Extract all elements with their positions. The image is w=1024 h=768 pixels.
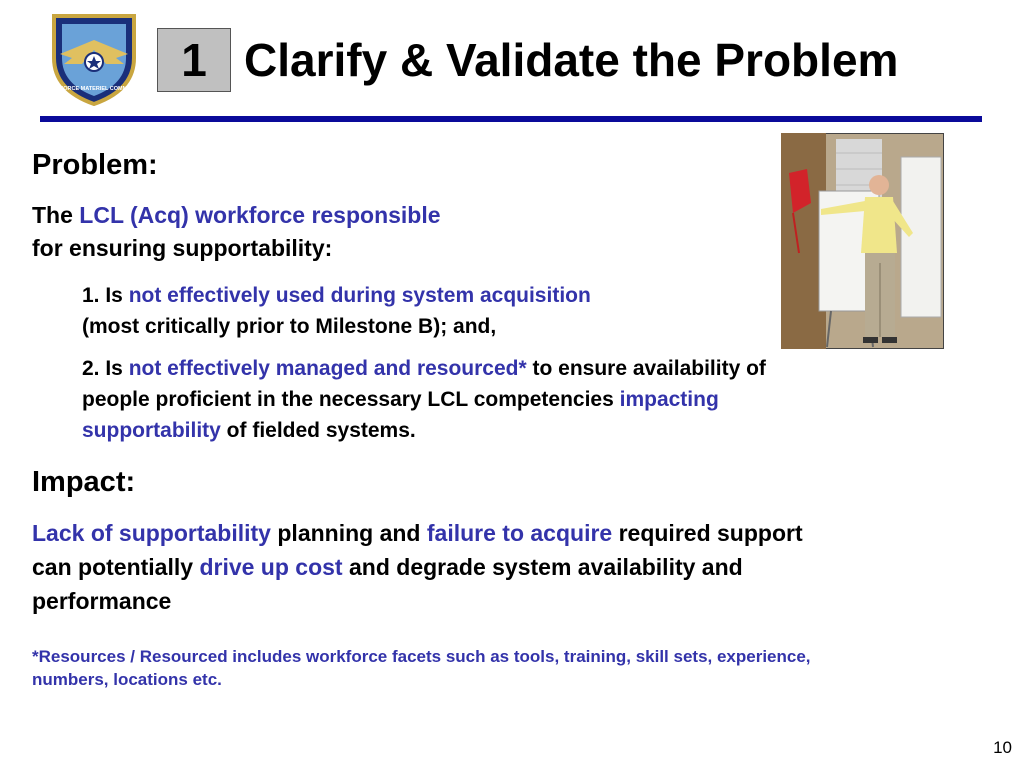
problem-item-2-line-3 [82,415,416,446]
problem-line-1-highlight: LCL (Acq) workforce responsible [79,202,441,228]
problem-line-1-prefix: The [32,202,80,228]
impact-highlight-2: failure to acquire [426,520,613,546]
page-number: 10 [993,738,1012,757]
impact-text-2: required support [612,520,803,546]
item-1-number: 1. Is [82,284,129,307]
problem-item-1-line-2: (most critically prior to Milestone B); and, [82,315,497,338]
problem-item-1-line-1 [82,280,591,311]
afmc-shield-logo [42,10,146,106]
problem-heading: Problem: [32,149,158,181]
footnote-line-2: numbers, locations etc. [32,670,222,689]
logo-text: AIR FORCE MATERIEL COMMAND [48,86,140,92]
item-2-number: 2. Is [82,357,129,380]
item-2-highlight-2: impacting [619,388,719,411]
item-2-text-3: of fielded systems. [220,419,416,442]
item-1-highlight: not effectively used during system acquisition [128,284,591,307]
impact-text-4: and degrade system availability and [342,554,743,580]
impact-text-1: planning and [270,520,427,546]
item-2-highlight: not effectively managed and resourced* [128,357,527,380]
impact-heading: Impact: [32,466,136,498]
impact-line-1 [32,516,803,550]
footnote-line-1: *Resources / Resourced includes workforce facets such as tools, training, skill sets, experience, [32,647,811,666]
item-2-text: to ensure availability of [526,357,766,380]
problem-line-1 [32,199,441,231]
item-2-highlight-3: supportability [82,419,221,442]
title-divider [40,116,982,122]
impact-line-3: performance [32,588,172,614]
problem-item-2-line-1 [82,353,766,384]
impact-highlight-3: drive up cost [199,554,343,580]
impact-highlight-1: Lack of supportability [32,520,271,546]
presenter-photo [781,133,944,349]
problem-line-2: for ensuring supportability: [32,235,333,261]
item-2-text-2: people proficient in the necessary LCL competencies [82,388,620,411]
slide-title: Clarify & Validate the Problem [244,34,899,86]
impact-text-3: can potentially [32,554,200,580]
impact-line-2 [32,550,743,584]
slide-number-box: 1 [157,28,231,92]
problem-item-2-line-2 [82,384,719,415]
